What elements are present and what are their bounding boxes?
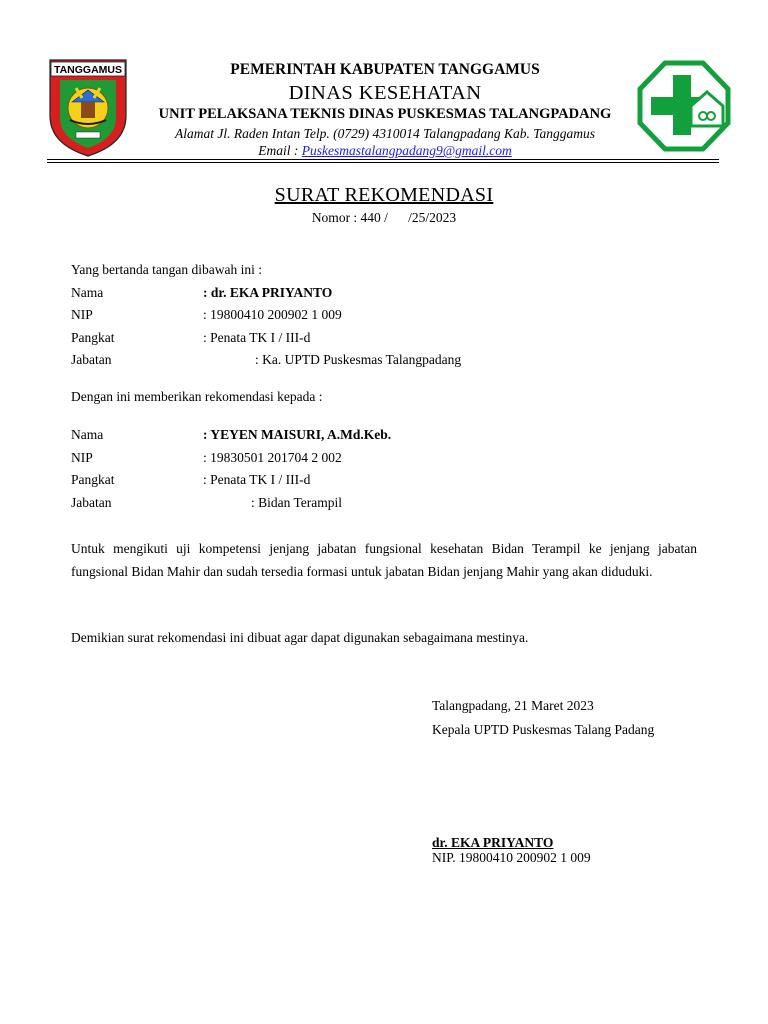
signer-nip-label: NIP bbox=[71, 307, 93, 322]
letterhead-divider bbox=[47, 159, 719, 160]
signature-name: dr. EKA PRIYANTO bbox=[432, 835, 554, 850]
signer-position: : Ka. UPTD Puskesmas Talangpadang bbox=[255, 352, 462, 367]
recipient-nip: : 19830501 201704 2 002 bbox=[203, 450, 342, 465]
signer-rank: : Penata TK I / III-d bbox=[203, 330, 311, 345]
recipient-name: : YEYEN MAISURI, A.Md.Keb. bbox=[203, 427, 392, 442]
signer-name: : dr. EKA PRIYANTO bbox=[203, 285, 333, 300]
logo-label: TANGGAMUS bbox=[53, 64, 123, 76]
recommend-intro-text: Dengan ini memberikan rekomendasi kepada : bbox=[71, 389, 323, 404]
signer-title: Kepala UPTD Puskesmas Talang Padang bbox=[432, 722, 655, 737]
recipient-position: : Bidan Terampil bbox=[251, 495, 343, 510]
closing-text: Demikian surat rekomendasi ini dibuat agar dapat digunakan sebagaimana mestinya. bbox=[71, 630, 529, 645]
document-title: SURAT REKOMENDASI bbox=[274, 184, 494, 206]
government-name: PEMERINTAH KABUPATEN TANGGAMUS bbox=[230, 61, 540, 78]
signer-position-label: Jabatan bbox=[71, 352, 112, 367]
email-line bbox=[130, 143, 640, 159]
intro-text: Yang bertanda tangan dibawah ini : bbox=[71, 262, 262, 277]
puskesmas-logo bbox=[637, 60, 731, 152]
signer-nip: : 19800410 200902 1 009 bbox=[203, 307, 342, 322]
recipient-rank: : Penata TK I / III-d bbox=[203, 472, 311, 487]
email-label: Email : bbox=[258, 143, 302, 158]
unit-name: UNIT PELAKSANA TEKNIS DINAS PUSKESMAS TALANGPADANG bbox=[158, 106, 612, 122]
tanggamus-regency-logo bbox=[48, 58, 128, 158]
place-date: Talangpadang, 21 Maret 2023 bbox=[432, 698, 594, 713]
signer-rank-label: Pangkat bbox=[71, 330, 115, 345]
recipient-position-label: Jabatan bbox=[71, 495, 112, 510]
recipient-nip-label: NIP bbox=[71, 450, 93, 465]
signature-nip: NIP. 19800410 200902 1 009 bbox=[432, 850, 591, 865]
letterhead-divider-thin bbox=[47, 162, 719, 163]
agency-name: DINAS KESEHATAN bbox=[288, 82, 482, 104]
email-link[interactable]: Puskesmastalangpadang9@gmail.com bbox=[301, 143, 512, 158]
address-line: Alamat Jl. Raden Intan Telp. (0729) 4310014 Talangpadang Kab. Tanggamus bbox=[174, 126, 596, 141]
body-paragraph: Untuk mengikuti uji kompetensi jenjang jabatan fungsional kesehatan Bidan Terampil ke jenjang jabatan fungsional Bidan Mahir dan sudah tersedia formasi untuk jabatan Bidan jenjang Mahir yang akan diduduki. bbox=[71, 541, 697, 579]
recipient-name-label: Nama bbox=[71, 427, 104, 442]
recipient-rank-label: Pangkat bbox=[71, 472, 115, 487]
document-number: Nomor : 440 / /25/2023 bbox=[311, 210, 457, 225]
signer-name-label: Nama bbox=[71, 285, 104, 300]
